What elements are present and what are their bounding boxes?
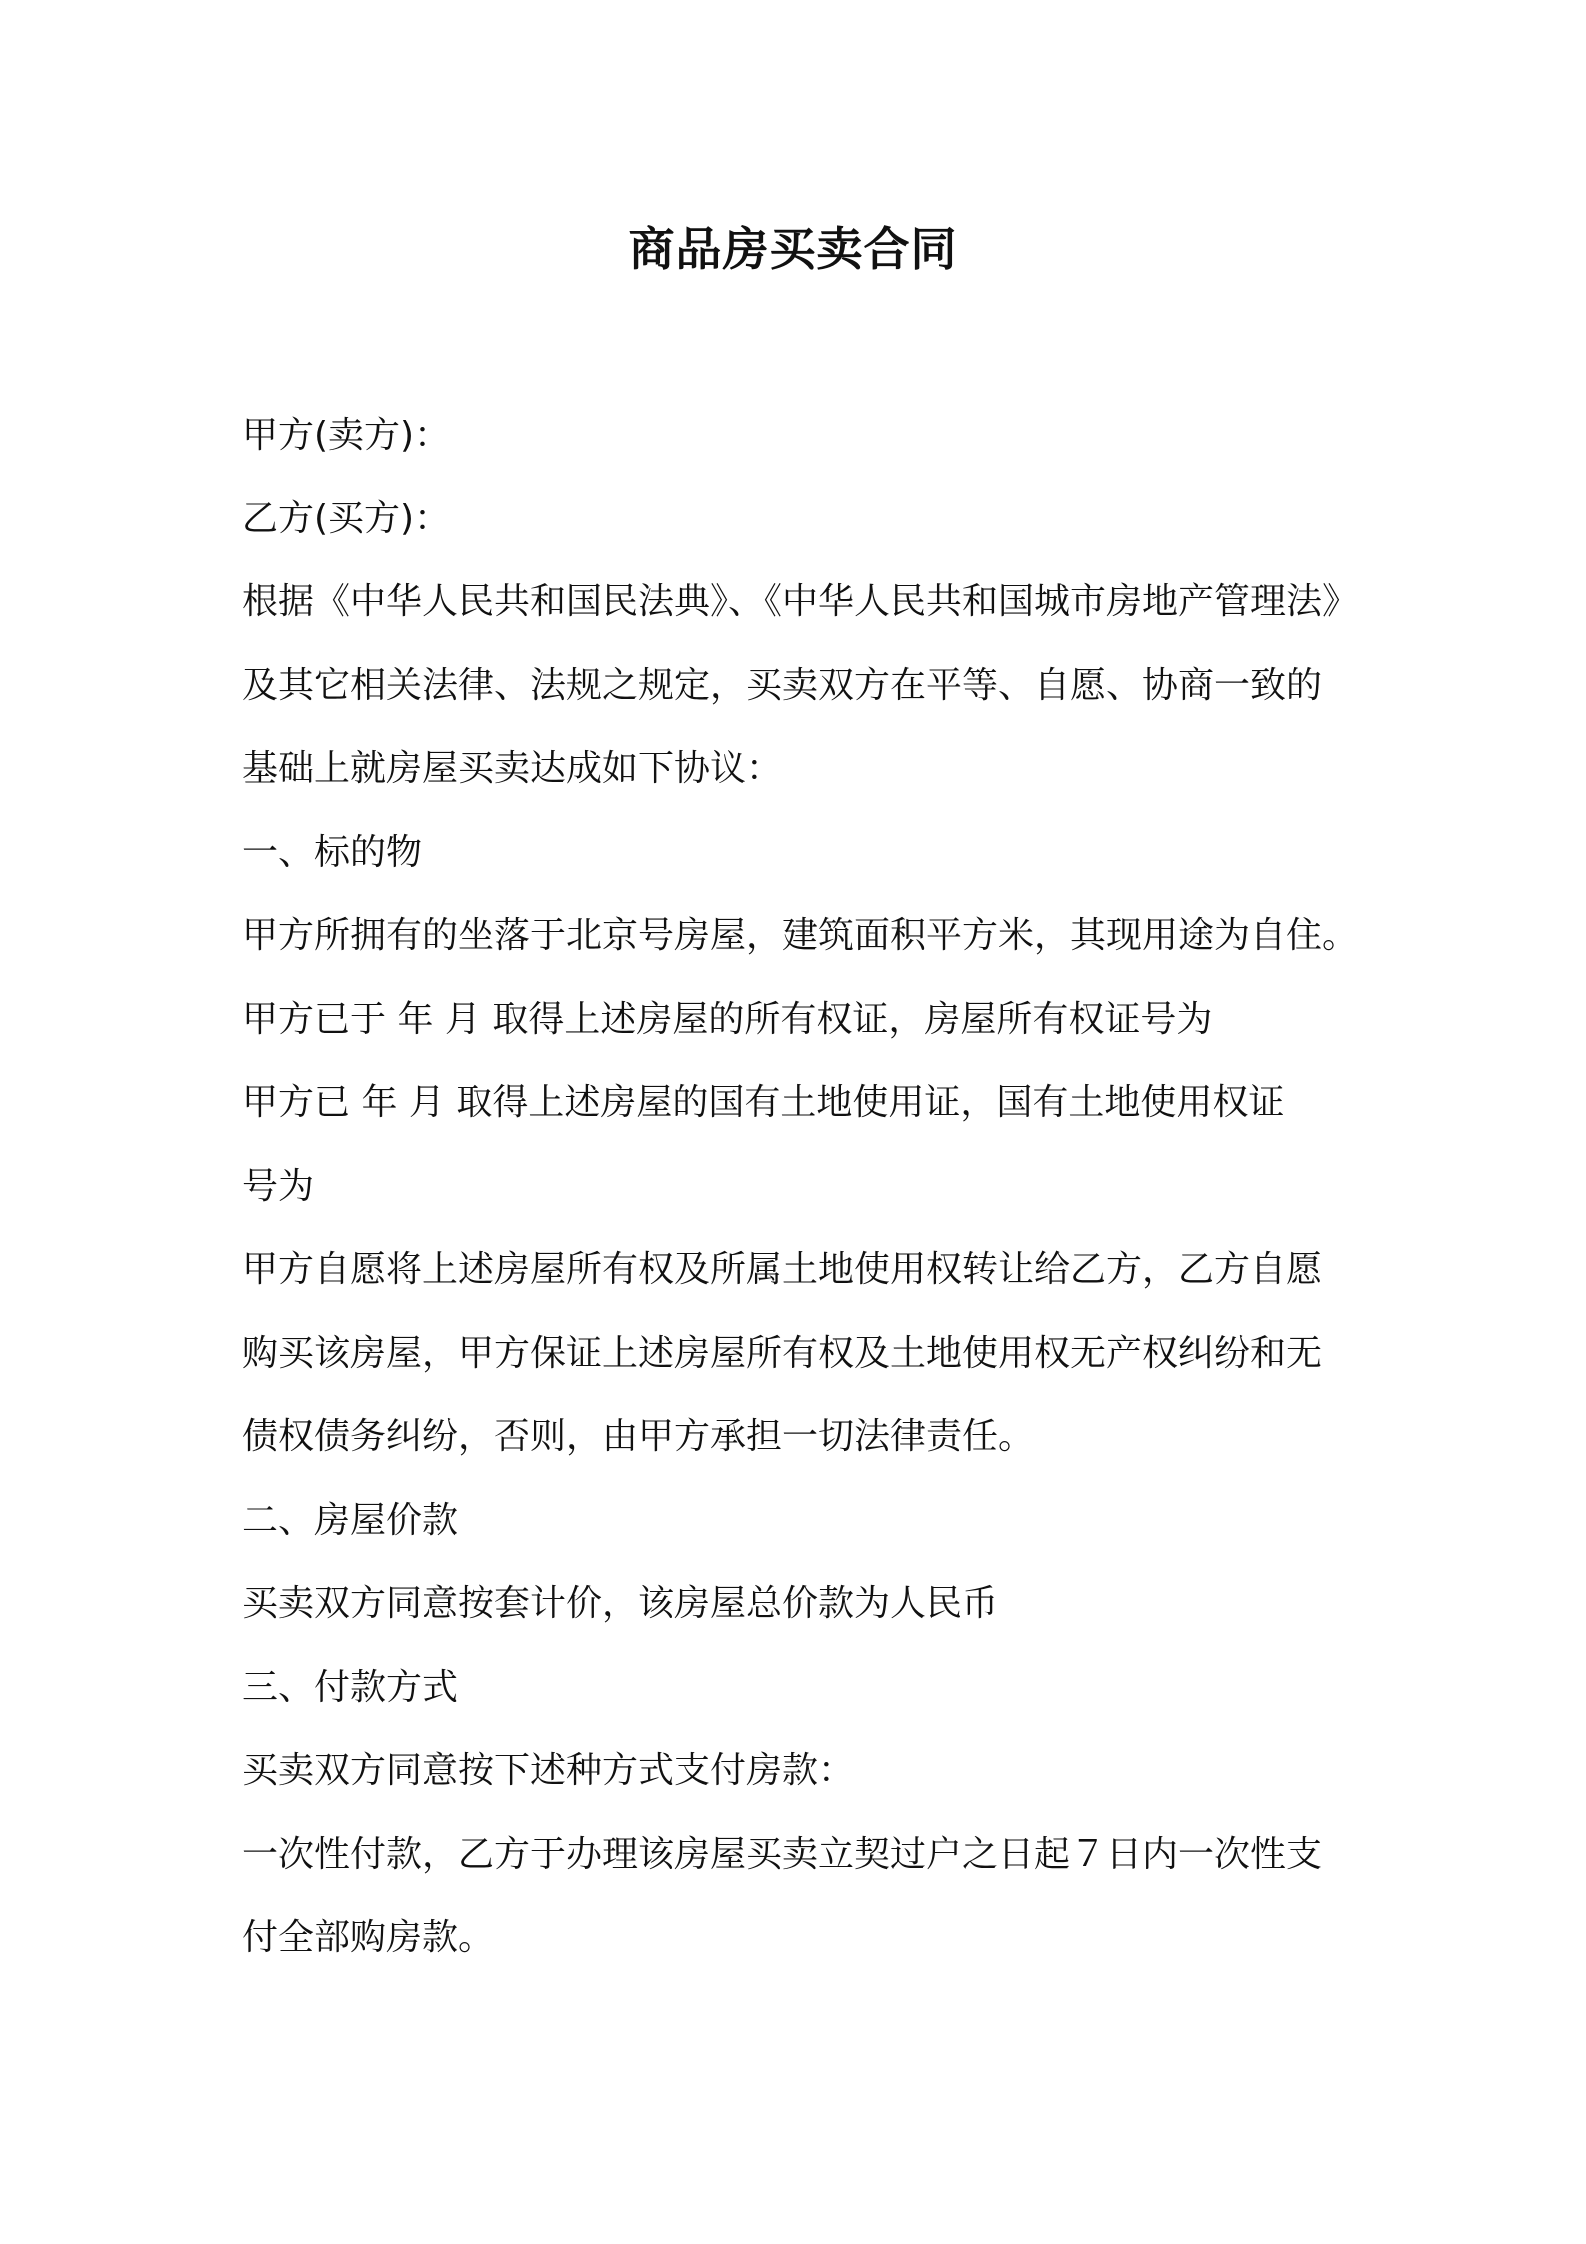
subject-line-2: 甲方已于 年 月 取得上述房屋的所有权证，房屋所有权证号为 xyxy=(242,999,1213,1040)
payment-line-1: 买卖双方同意按下述种方式支付房款： xyxy=(242,1750,855,1791)
subject-line-4: 号为 xyxy=(242,1166,315,1207)
subject-line-3: 甲方已 年 月 取得上述房屋的国有土地使用证，国有土地使用权证 xyxy=(242,1082,1285,1123)
payment-line-3: 付全部购房款。 xyxy=(242,1917,495,1958)
subject-line-6: 购买该房屋，甲方保证上述房屋所有权及土地使用权无产权纠纷和无 xyxy=(242,1333,1323,1374)
party-a-seller: 甲方(卖方)： xyxy=(242,415,451,456)
payment-line-2: 一次性付款，乙方于办理该房屋买卖立契过户之日起７日内一次性支 xyxy=(242,1834,1323,1875)
subject-line-1: 甲方所拥有的坐落于北京号房屋，建筑面积平方米，其现用途为自住。 xyxy=(242,915,1359,956)
preamble-line-2: 及其它相关法律、法规之规定，买卖双方在平等、自愿、协商一致的 xyxy=(242,665,1323,706)
party-b-buyer: 乙方(买方)： xyxy=(242,498,451,539)
subject-line-5: 甲方自愿将上述房屋所有权及所属土地使用权转让给乙方，乙方自愿 xyxy=(242,1249,1323,1290)
preamble-line-1: 根据《中华人民共和国民法典》、《中华人民共和国城市房地产管理法》 xyxy=(242,581,1359,622)
section-heading-price: 二、房屋价款 xyxy=(242,1500,459,1541)
section-heading-payment: 三、付款方式 xyxy=(242,1667,459,1708)
document-title: 商品房买卖合同 xyxy=(628,222,958,276)
price-line-1: 买卖双方同意按套计价，该房屋总价款为人民币 xyxy=(242,1583,999,1624)
section-heading-subject-matter: 一、标的物 xyxy=(242,832,423,873)
preamble-line-3: 基础上就房屋买卖达成如下协议： xyxy=(242,748,783,789)
subject-line-7: 债权债务纠纷，否则，由甲方承担一切法律责任。 xyxy=(242,1416,1035,1457)
